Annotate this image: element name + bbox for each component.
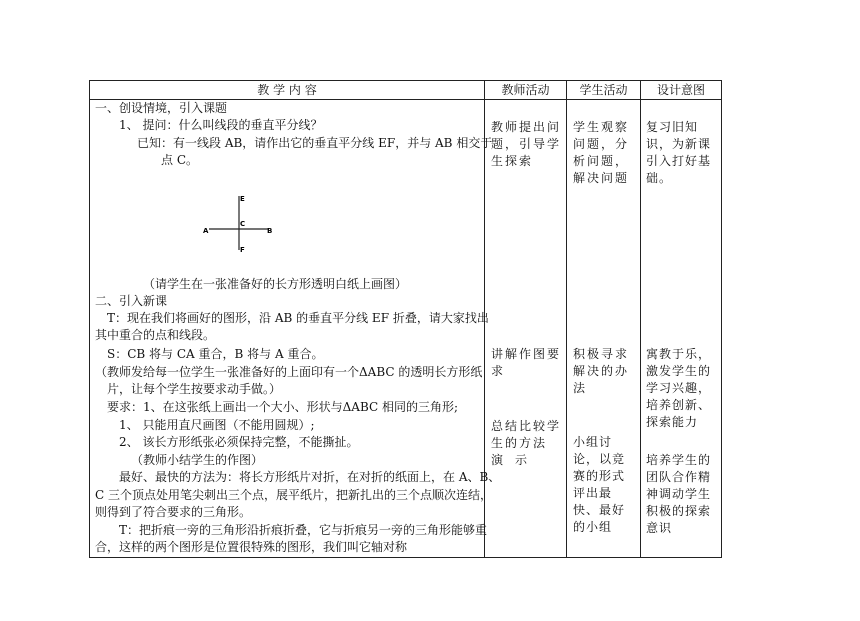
- intent-1: 复习旧知识，为新课引入打好基础。: [646, 120, 712, 185]
- best-line2: C 三个顶点处用笔尖刺出三个点，展平纸片，把新扎出的三个点顺次连结，: [95, 488, 492, 502]
- item1-question: 1、 提问：什么叫线段的垂直平分线？: [119, 118, 323, 132]
- column-divider-3: [640, 80, 641, 558]
- intent-2: 寓教于乐，激发学生的学习兴趣，培养创新、探索能力: [646, 347, 712, 429]
- hand-line1: （教师发给每一位学生一张准备好的上面印有一个ΔABC 的透明长方形纸: [95, 365, 483, 379]
- label-b: B: [267, 227, 273, 235]
- t2-line1: T：把折痕一旁的三角形沿折痕折叠，它与折痕另一旁的三角形能够重: [119, 523, 488, 537]
- best-line1: 最好、最快的方法为：将长方形纸片对折，在对折的纸面上，在 A、B、: [119, 470, 501, 484]
- header-intent: 设计意图: [656, 83, 705, 97]
- table-border-right: [721, 80, 722, 558]
- t2-line2: 合，这样的两个图形是位置很特殊的图形，我们叫它轴对称: [95, 540, 408, 554]
- header-content: 教 学 内 容: [257, 83, 317, 97]
- note-draw: （请学生在一张准备好的长方形透明白纸上画图）: [143, 277, 408, 291]
- label-c: C: [240, 220, 246, 228]
- t1-line1: T：现在我们将画好的图形，沿 AB 的垂直平分线 EF 折叠，请大家找出: [107, 311, 489, 325]
- student-activity-3: 小组讨论，以竞赛的形式评出最快、最好的小组: [573, 435, 626, 534]
- label-f: F: [240, 246, 245, 254]
- requirement-2: 2、 该长方形纸张必须保持完整，不能撕扯。: [119, 435, 359, 449]
- section2-title: 二、引入新课: [95, 294, 168, 308]
- best-line3: 则得到了符合要求的三角形。: [95, 505, 252, 519]
- column-divider-2: [566, 80, 567, 558]
- section1-title: 一、创设情境，引入课题: [95, 101, 228, 115]
- requirement-1: 1、 只能用直尺画图（不能用圆规）;: [119, 418, 315, 432]
- student-activity-1: 学生观察问题，分析问题，解决问题: [573, 120, 630, 185]
- teacher-activity-2: 讲解作图要求: [491, 347, 562, 378]
- header-student: 学生活动: [579, 83, 628, 97]
- t1-line2: 其中重合的点和线段。: [95, 328, 216, 342]
- table-border-left: [89, 80, 90, 558]
- perpendicular-bisector-figure: [195, 188, 285, 258]
- label-e: E: [240, 195, 245, 203]
- hand-line2: 片，让每个学生按要求动手做。）: [107, 382, 282, 396]
- intent-3: 培养学生的团队合作精神调动学生积极的探索意识: [646, 453, 712, 535]
- label-a: A: [203, 227, 209, 235]
- s1-answer: S：CB 将与 CA 重合，B 将与 A 重合。: [107, 347, 324, 361]
- teacher-activity-4: 演 示: [491, 453, 528, 467]
- teacher-activity-3: 总结比较学生的方法: [491, 419, 562, 450]
- summary-note: （教师小结学生的作图）: [131, 453, 264, 467]
- requirement: 要求：1、在这张纸上画出一个大小、形状与ΔABC 相同的三角形;: [107, 400, 459, 414]
- student-activity-2: 积极寻求解决的办法: [573, 347, 630, 395]
- header-teacher: 教师活动: [501, 83, 550, 97]
- known-line1: 已知：有一线段 AB，请作出它的垂直平分线 EF，并与 AB 相交于: [137, 136, 493, 150]
- known-line2: 点 C。: [161, 153, 198, 167]
- teacher-activity-1: 教师提出问题，引导学生探索: [491, 120, 562, 168]
- table-border-bottom: [89, 557, 722, 558]
